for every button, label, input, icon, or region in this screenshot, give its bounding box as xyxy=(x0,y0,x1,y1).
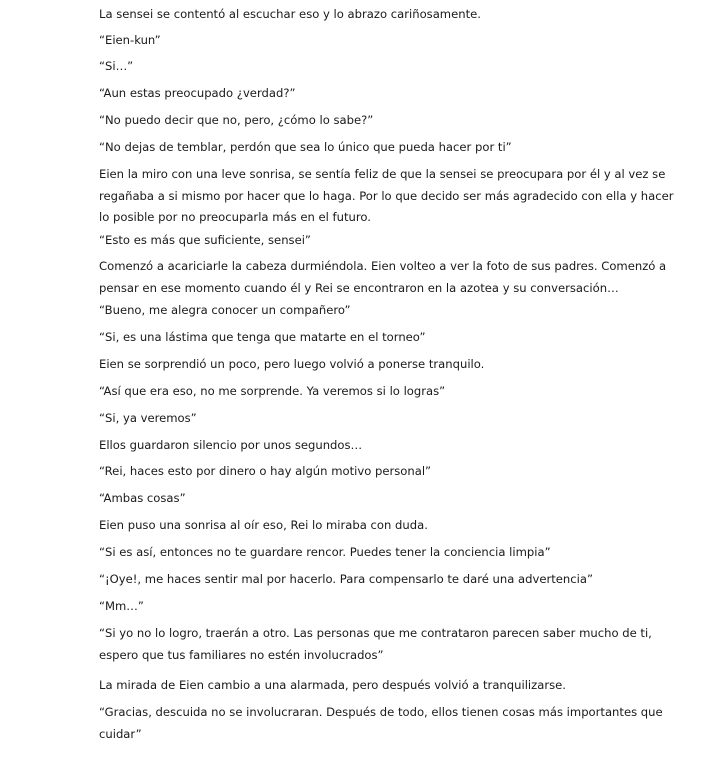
paragraph-line: “Si yo no lo logro, traerán a otro. Las personas que me contrataron parecen saber mucho de ti, xyxy=(99,626,652,640)
paragraph-line: pensar en ese momento cuando él y Rei se encontraron en la azotea y su conversación… xyxy=(99,280,619,295)
paragraph xyxy=(99,675,619,697)
paragraph-line: La sensei se contentó al escuchar eso y lo abrazo cariñosamente. xyxy=(99,7,481,21)
paragraph-line: “Esto es más que suficiente, sensei” xyxy=(99,233,311,247)
paragraph-line: lo posible por no preocuparla más en el futuro. xyxy=(99,210,371,224)
paragraph-line: “Eien-kun” xyxy=(99,33,161,47)
paragraph xyxy=(99,542,619,564)
paragraph-line: “Si, es una lástima que tenga que matarte en el torneo” xyxy=(99,330,426,344)
paragraph-line: “Mm…” xyxy=(99,599,144,613)
paragraph xyxy=(99,230,619,252)
paragraph xyxy=(99,515,619,537)
paragraph xyxy=(99,569,619,591)
paragraph xyxy=(99,56,619,78)
paragraph-line: Eien puso una sonrisa al oír eso, Rei lo miraba con duda. xyxy=(99,518,428,532)
paragraph-line: La mirada de Eien cambio a una alarmada, pero después volvió a tranquilizarse. xyxy=(99,678,566,692)
paragraph-line: “Así que era eso, no me sorprende. Ya veremos si lo logras” xyxy=(99,384,446,398)
paragraph-line: “No dejas de temblar, perdón que sea lo único que pueda hacer por ti” xyxy=(99,140,512,154)
paragraph-line: “Aun estas preocupado ¿verdad?” xyxy=(99,86,296,100)
paragraph-line: Ellos guardaron silencio por unos segundos… xyxy=(99,438,363,452)
paragraph-line: “Si es así, entonces no te guardare rencor. Puedes tener la conciencia limpia” xyxy=(99,545,551,559)
paragraph-line: regañaba a si mismo por hacer que lo haga. Por lo que decido ser más agradecido con ella y hacer xyxy=(99,188,674,203)
paragraph xyxy=(99,461,619,483)
paragraph xyxy=(99,596,619,618)
paragraph-line: Eien se sorprendió un poco, pero luego volvió a ponerse tranquilo. xyxy=(99,357,485,371)
paragraph xyxy=(99,30,619,52)
paragraph-line: “¡Oye!, me haces sentir mal por hacerlo. Para compensarlo te daré una advertencia” xyxy=(99,572,593,586)
paragraph xyxy=(99,164,674,229)
paragraph xyxy=(99,435,619,457)
paragraph-line: cuidar” xyxy=(99,726,142,741)
paragraph-line: Eien la miro con una leve sonrisa, se sentía feliz de que la sensei se preocupara por él y al vez se xyxy=(99,167,666,181)
paragraph xyxy=(99,702,663,745)
paragraph-line: Comenzó a acariciarle la cabeza durmiéndola. Eien volteo a ver la foto de sus padres. Comenzó a xyxy=(99,259,667,273)
paragraph xyxy=(99,110,619,132)
paragraph xyxy=(99,83,619,105)
paragraph xyxy=(99,408,619,430)
paragraph xyxy=(99,623,652,666)
paragraph-line: “Ambas cosas” xyxy=(99,491,186,505)
paragraph xyxy=(99,354,619,376)
paragraph xyxy=(99,381,619,403)
paragraph-line: “No puedo decir que no, pero, ¿cómo lo sabe?” xyxy=(99,113,374,127)
paragraph-line: “Si…” xyxy=(99,59,134,73)
paragraph xyxy=(99,137,619,159)
paragraph xyxy=(99,327,619,349)
paragraph xyxy=(99,256,667,299)
paragraph-line: “Gracias, descuida no se involucraran. Después de todo, ellos tienen cosas más importantes que xyxy=(99,705,663,719)
paragraph xyxy=(99,300,619,322)
paragraph xyxy=(99,4,619,26)
paragraph xyxy=(99,488,619,510)
paragraph-line: “Si, ya veremos” xyxy=(99,411,197,425)
paragraph-line: “Bueno, me alegra conocer un compañero” xyxy=(99,303,351,317)
paragraph-line: “Rei, haces esto por dinero o hay algún motivo personal” xyxy=(99,464,432,478)
paragraph-line: espero que tus familiares no estén involucrados” xyxy=(99,647,384,662)
